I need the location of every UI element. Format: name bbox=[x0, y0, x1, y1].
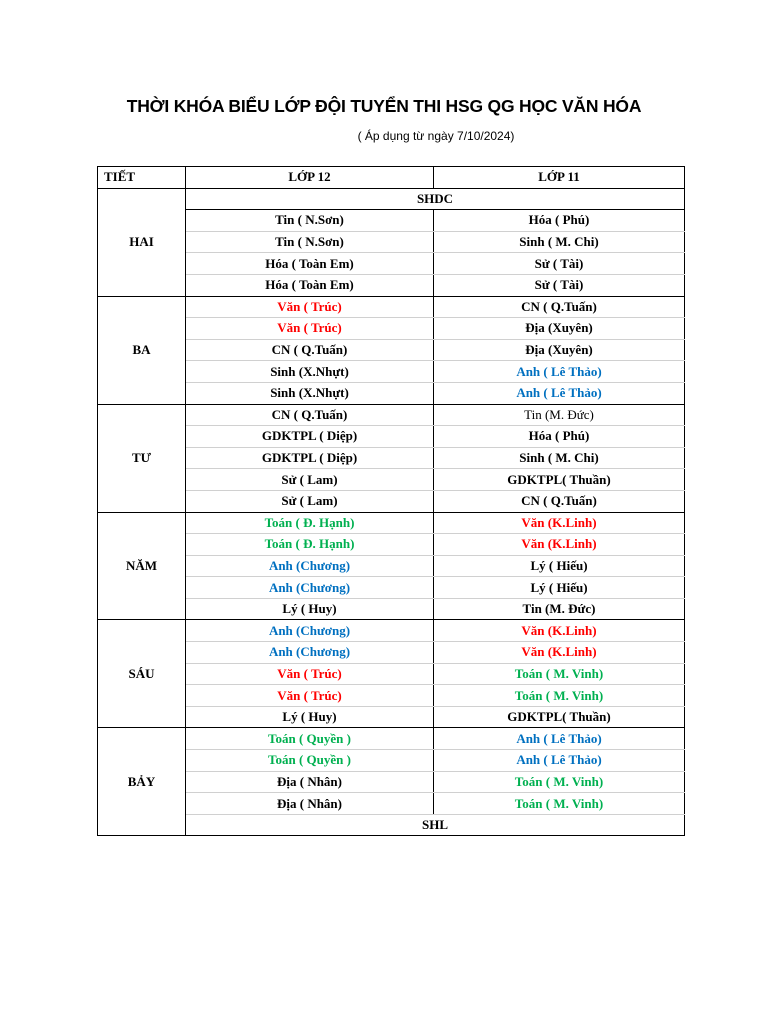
cell-lop11: Lý ( Hiếu) bbox=[434, 555, 685, 577]
cell-lop11: Văn (K.Linh) bbox=[434, 534, 685, 556]
table-row bbox=[98, 210, 685, 232]
shdc-cell: SHDC bbox=[186, 188, 685, 210]
cell-lop12: Văn ( Trúc) bbox=[186, 296, 434, 318]
day-cell: HAI bbox=[98, 188, 186, 296]
cell-lop12: Anh (Chương) bbox=[186, 642, 434, 664]
page-subtitle: ( Áp dụng từ ngày 7/10/2024) bbox=[357, 129, 515, 143]
cell-lop12: Địa ( Nhân) bbox=[186, 771, 434, 793]
cell-lop12: Hóa ( Toàn Em) bbox=[186, 274, 434, 296]
cell-lop12: Văn ( Trúc) bbox=[186, 663, 434, 685]
table-row bbox=[98, 620, 685, 642]
cell-lop11: Văn (K.Linh) bbox=[434, 512, 685, 534]
table-row bbox=[98, 663, 685, 685]
cell-lop11: Anh ( Lê Thảo) bbox=[434, 728, 685, 750]
cell-lop12: Văn ( Trúc) bbox=[186, 318, 434, 340]
cell-lop11: Hóa ( Phú) bbox=[434, 210, 685, 232]
table-row bbox=[98, 274, 685, 296]
cell-lop12: Anh (Chương) bbox=[186, 555, 434, 577]
table-row bbox=[98, 685, 685, 707]
cell-lop11: Anh ( Lê Thảo) bbox=[434, 361, 685, 383]
cell-lop12: Anh (Chương) bbox=[186, 577, 434, 599]
cell-lop12: Hóa ( Toàn Em) bbox=[186, 253, 434, 275]
timetable-body bbox=[98, 188, 685, 836]
table-row bbox=[98, 404, 685, 426]
cell-lop11: Toán ( M. Vinh) bbox=[434, 793, 685, 815]
cell-lop11: Sử ( Tài) bbox=[434, 274, 685, 296]
column-header-tiet: TIẾT bbox=[98, 167, 186, 189]
cell-lop11: Lý ( Hiếu) bbox=[434, 577, 685, 599]
day-cell: SÁU bbox=[98, 620, 186, 728]
cell-lop11: CN ( Q.Tuấn) bbox=[434, 296, 685, 318]
table-row bbox=[98, 598, 685, 620]
table-row bbox=[98, 490, 685, 512]
cell-lop11: Địa (Xuyên) bbox=[434, 339, 685, 361]
cell-lop12: Tin ( N.Sơn) bbox=[186, 231, 434, 253]
table-row bbox=[98, 512, 685, 534]
table-row-shl bbox=[98, 814, 685, 836]
cell-lop11: Văn (K.Linh) bbox=[434, 642, 685, 664]
day-cell: TƯ bbox=[98, 404, 186, 512]
table-row bbox=[98, 642, 685, 664]
cell-lop11: Anh ( Lê Thảo) bbox=[434, 382, 685, 404]
table-row bbox=[98, 426, 685, 448]
cell-lop11: Tin (M. Đức) bbox=[434, 598, 685, 620]
cell-lop11: Toán ( M. Vinh) bbox=[434, 685, 685, 707]
cell-lop11: Sử ( Tài) bbox=[434, 253, 685, 275]
table-row bbox=[98, 339, 685, 361]
table-row bbox=[98, 253, 685, 275]
timetable bbox=[97, 166, 685, 836]
column-header-lop12: LỚP 12 bbox=[186, 167, 434, 189]
cell-lop12: Toán ( Đ. Hạnh) bbox=[186, 534, 434, 556]
cell-lop12: CN ( Q.Tuấn) bbox=[186, 404, 434, 426]
table-row bbox=[98, 534, 685, 556]
cell-lop12: Tin ( N.Sơn) bbox=[186, 210, 434, 232]
cell-lop11: Toán ( M. Vinh) bbox=[434, 771, 685, 793]
cell-lop11: Sinh ( M. Chi) bbox=[434, 231, 685, 253]
cell-lop12: Anh (Chương) bbox=[186, 620, 434, 642]
cell-lop11: GDKTPL( Thuần) bbox=[434, 469, 685, 491]
cell-lop11: Địa (Xuyên) bbox=[434, 318, 685, 340]
table-row bbox=[98, 231, 685, 253]
column-header-lop11: LỚP 11 bbox=[434, 167, 685, 189]
table-row bbox=[98, 382, 685, 404]
table-row bbox=[98, 750, 685, 772]
cell-lop12: Sinh (X.Nhựt) bbox=[186, 382, 434, 404]
cell-lop12: Sử ( Lam) bbox=[186, 469, 434, 491]
table-row bbox=[98, 771, 685, 793]
cell-lop12: Lý ( Huy) bbox=[186, 706, 434, 728]
table-row bbox=[98, 469, 685, 491]
cell-lop11: Văn (K.Linh) bbox=[434, 620, 685, 642]
page-title: THỜI KHÓA BIỂU LỚP ĐỘI TUYỂN THI HSG QG HỌC VĂN HÓA bbox=[126, 96, 642, 116]
table-row bbox=[98, 793, 685, 815]
cell-lop12: Toán ( Đ. Hạnh) bbox=[186, 512, 434, 534]
cell-lop12: Địa ( Nhân) bbox=[186, 793, 434, 815]
cell-lop12: Toán ( Quyền ) bbox=[186, 728, 434, 750]
cell-lop11: Hóa ( Phú) bbox=[434, 426, 685, 448]
table-row bbox=[98, 728, 685, 750]
cell-lop11: GDKTPL( Thuần) bbox=[434, 706, 685, 728]
cell-lop11: Sinh ( M. Chi) bbox=[434, 447, 685, 469]
table-row bbox=[98, 296, 685, 318]
table-row bbox=[98, 577, 685, 599]
cell-lop11: Toán ( M. Vinh) bbox=[434, 663, 685, 685]
cell-lop12: Văn ( Trúc) bbox=[186, 685, 434, 707]
cell-lop11: Anh ( Lê Thảo) bbox=[434, 750, 685, 772]
day-cell: NĂM bbox=[98, 512, 186, 620]
table-row bbox=[98, 447, 685, 469]
table-row bbox=[98, 318, 685, 340]
cell-lop12: Sử ( Lam) bbox=[186, 490, 434, 512]
cell-lop11: Tin (M. Đức) bbox=[434, 404, 685, 426]
cell-lop12: CN ( Q.Tuấn) bbox=[186, 339, 434, 361]
day-cell: BẢY bbox=[98, 728, 186, 836]
cell-lop12: Sinh (X.Nhựt) bbox=[186, 361, 434, 383]
table-header-row bbox=[98, 167, 685, 189]
cell-lop12: Toán ( Quyền ) bbox=[186, 750, 434, 772]
table-row bbox=[98, 706, 685, 728]
table-row bbox=[98, 555, 685, 577]
shl-cell: SHL bbox=[186, 814, 685, 836]
table-row bbox=[98, 361, 685, 383]
cell-lop12: GDKTPL ( Diệp) bbox=[186, 447, 434, 469]
cell-lop11: CN ( Q.Tuấn) bbox=[434, 490, 685, 512]
cell-lop12: GDKTPL ( Diệp) bbox=[186, 426, 434, 448]
day-cell: BA bbox=[98, 296, 186, 404]
table-row-shdc bbox=[98, 188, 685, 210]
cell-lop12: Lý ( Huy) bbox=[186, 598, 434, 620]
